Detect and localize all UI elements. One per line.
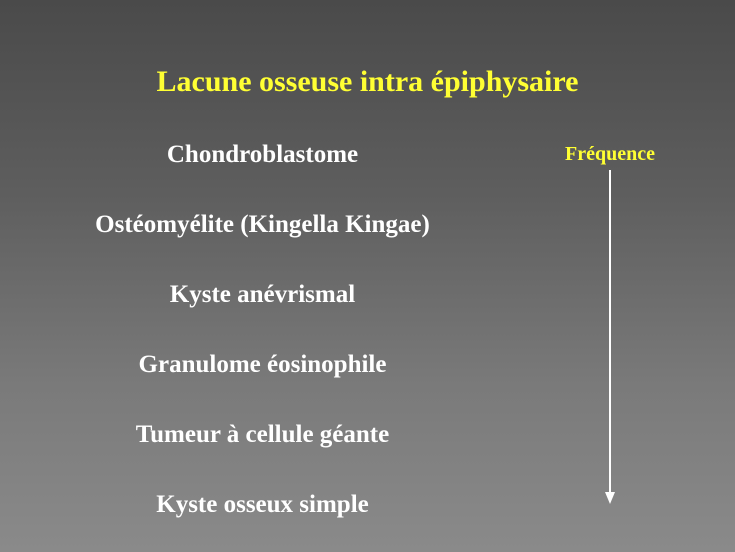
list-item: Kyste anévrismal	[169, 281, 356, 308]
frequency-label: Fréquence	[565, 143, 655, 165]
down-arrow-icon	[600, 170, 620, 506]
list-item: Ostéomyélite (Kingella Kingae)	[95, 211, 430, 238]
list-item: Tumeur à cellule géante	[135, 421, 390, 448]
list-item: Granulome éosinophile	[138, 351, 387, 378]
list-item: Kyste osseux simple	[156, 491, 369, 518]
list-item: Chondroblastome	[166, 141, 359, 168]
slide-title: Lacune osseuse intra épiphysaire	[156, 65, 579, 98]
